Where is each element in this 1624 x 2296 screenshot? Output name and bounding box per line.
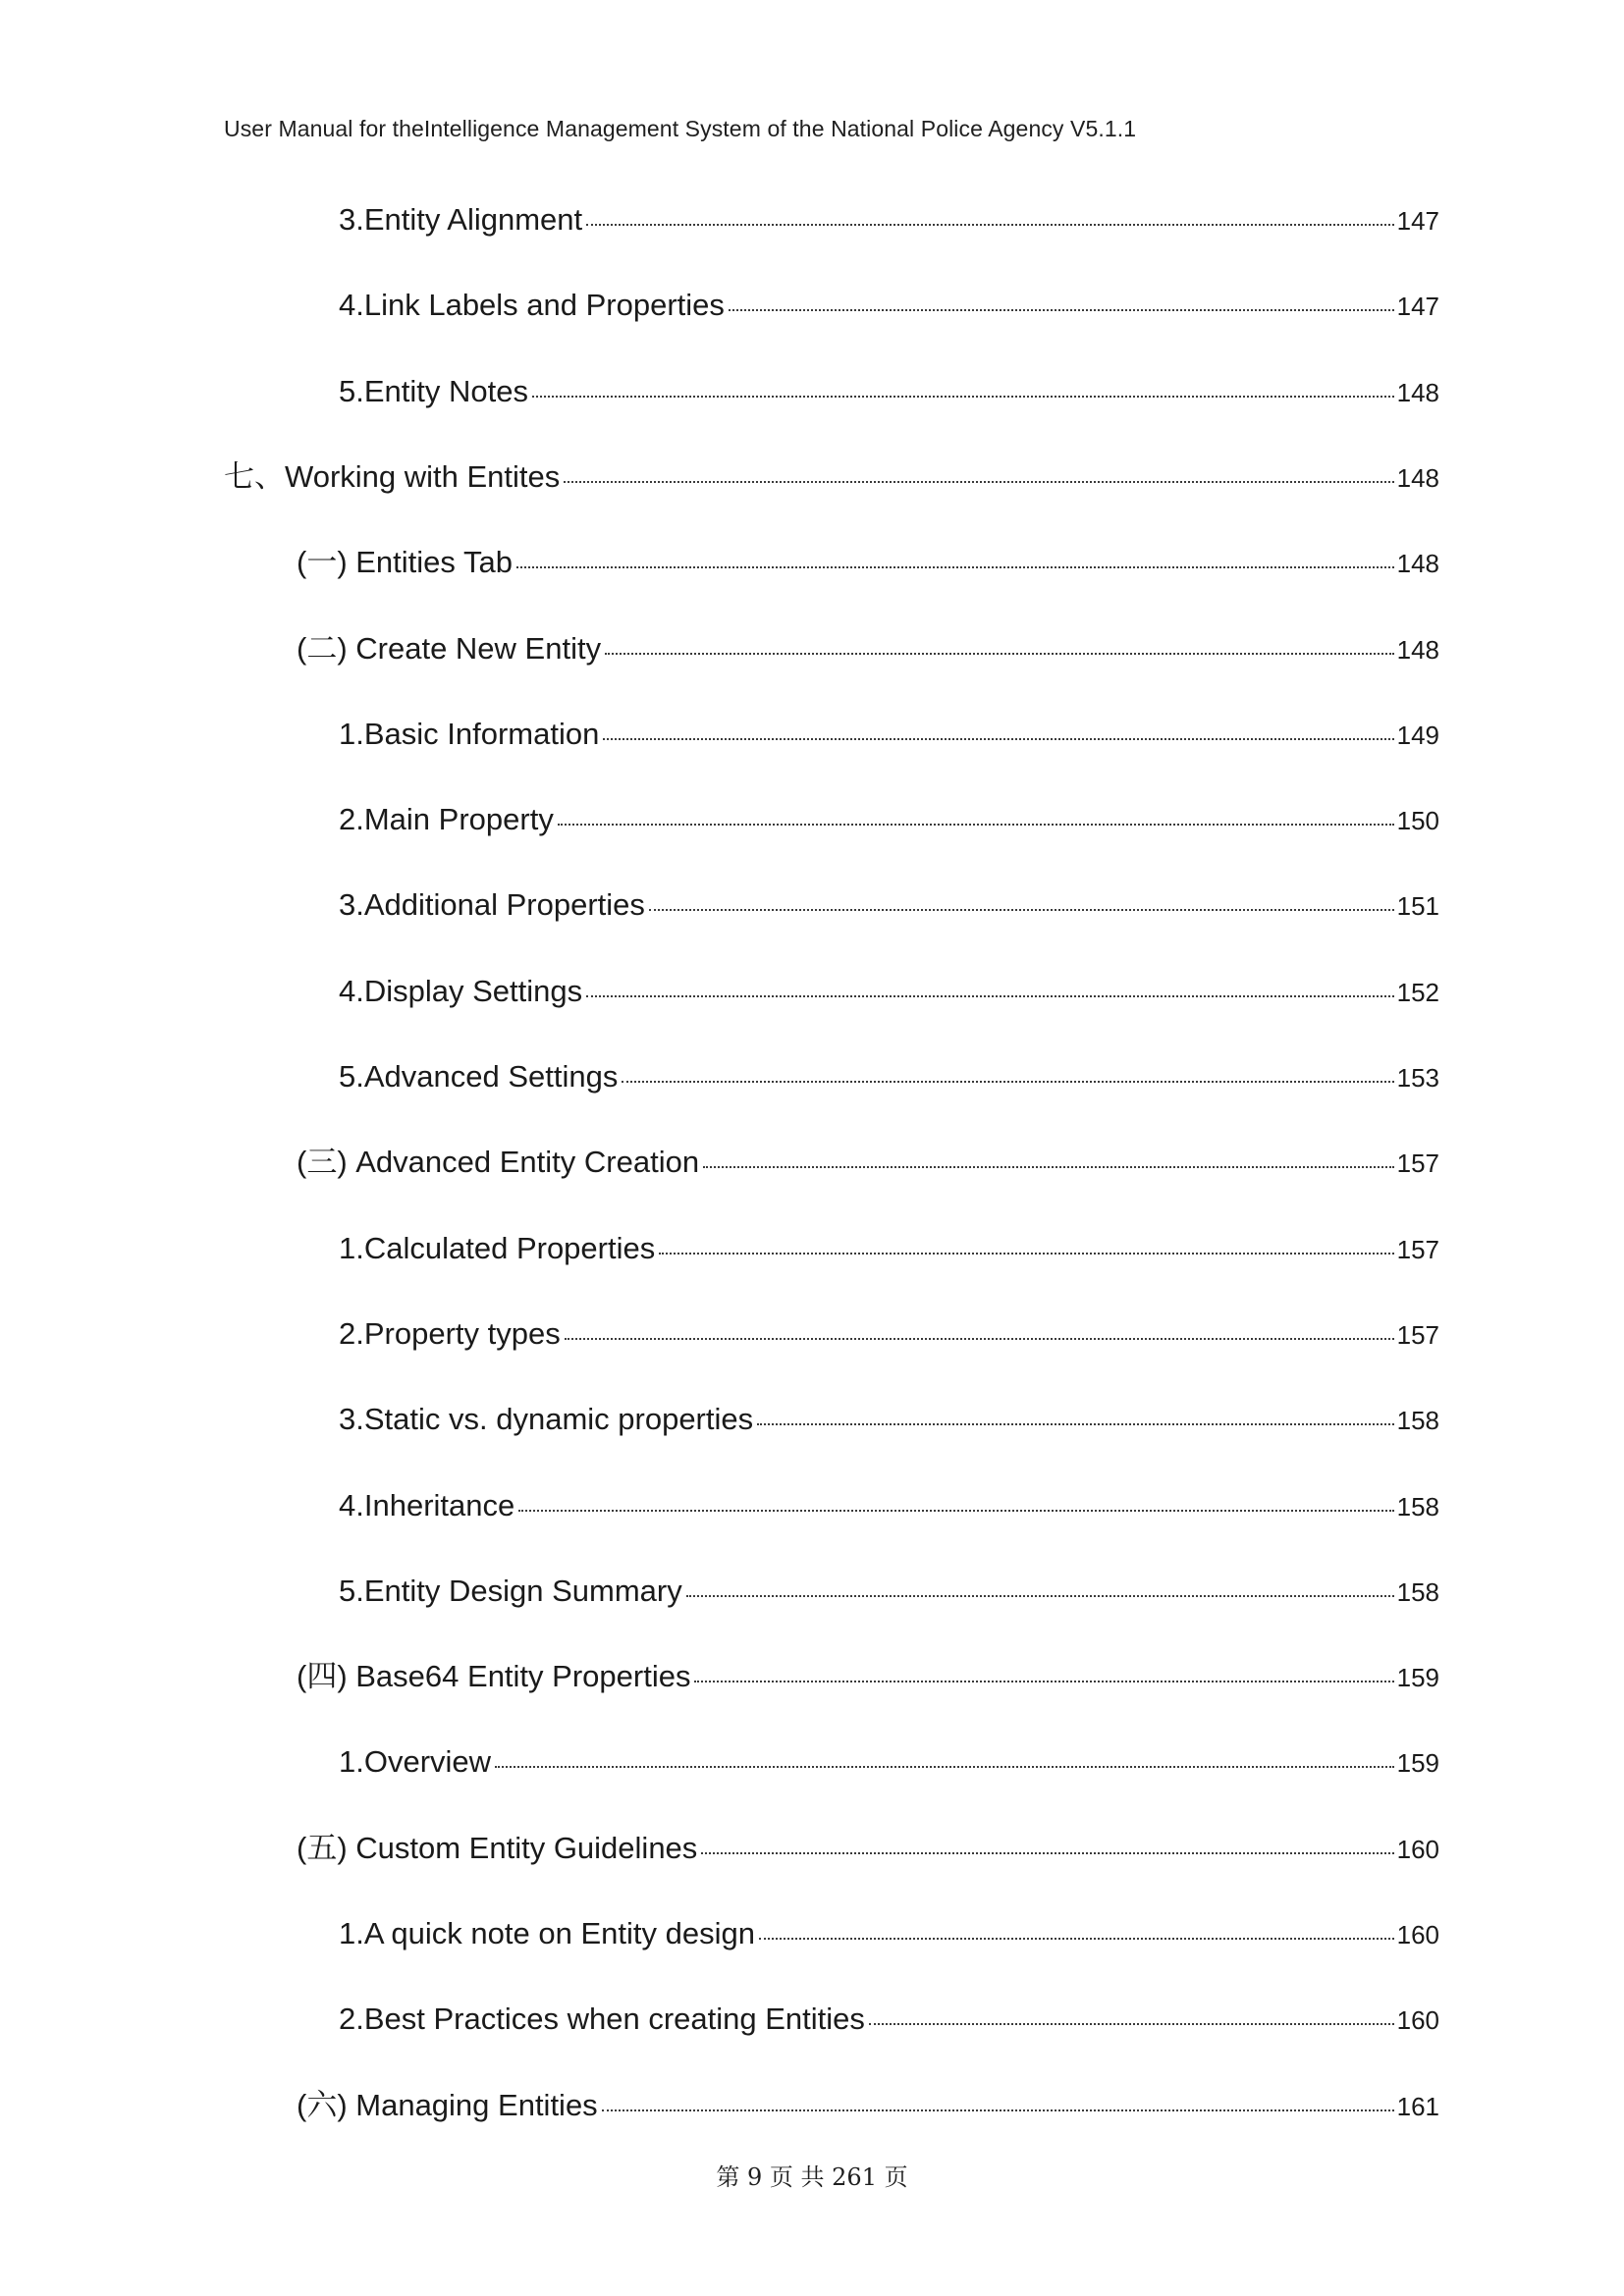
toc-entry-label: (三) Advanced Entity Creation (297, 1145, 700, 1179)
toc-dot-leader (558, 824, 1394, 826)
toc-entry-label: (二) Create New Entity (297, 631, 602, 666)
toc-entry-page: 159 (1396, 1663, 1439, 1692)
page-footer: 第 9 页 共 261 页 (716, 2163, 908, 2191)
toc-entry-page: 149 (1396, 721, 1439, 750)
toc-entry-page: 148 (1396, 549, 1439, 578)
toc-dot-leader (701, 1852, 1393, 1854)
toc-dot-leader (532, 396, 1394, 398)
toc-entry-page: 153 (1396, 1063, 1439, 1093)
toc-dot-leader (602, 2109, 1394, 2111)
toc-dot-leader (495, 1766, 1394, 1768)
toc-dot-leader (586, 224, 1393, 226)
toc-dot-leader (649, 909, 1394, 911)
toc-entry-label: 1.Overview (339, 1744, 492, 1779)
toc-entry[interactable] (339, 1398, 1439, 1441)
toc-entry[interactable] (339, 798, 1439, 841)
toc-entry-label: 2.Property types (339, 1316, 561, 1351)
toc-entry-label: 3.Entity Alignment (339, 202, 583, 237)
toc-entry-label: (五) Custom Entity Guidelines (297, 1831, 698, 1865)
toc-entry-label: 3.Additional Properties (339, 887, 645, 922)
toc-entry-label: 4.Inheritance (339, 1488, 515, 1522)
toc-entry-page: 148 (1396, 463, 1439, 493)
toc-dot-leader (564, 481, 1393, 483)
toc-dot-leader (518, 1510, 1393, 1512)
toc-entry-page: 160 (1396, 2005, 1439, 2035)
toc-dot-leader (703, 1166, 1394, 1168)
toc-entry-label: 5.Advanced Settings (339, 1059, 619, 1094)
toc-entry-label: 七、Working with Entites (224, 459, 561, 494)
toc-entry-label: (四) Base64 Entity Properties (297, 1659, 691, 1693)
toc-entry-page: 160 (1396, 1920, 1439, 1949)
toc-entry[interactable] (224, 455, 1439, 499)
toc-dot-leader (516, 566, 1394, 568)
toc-entry-page: 148 (1396, 378, 1439, 407)
toc-dot-leader (603, 738, 1393, 740)
toc-dot-leader (757, 1423, 1393, 1425)
toc-entry-page: 157 (1396, 1235, 1439, 1264)
toc-entry[interactable] (339, 713, 1439, 756)
toc-entry-label: 1.Basic Information (339, 717, 600, 751)
toc-entry-page: 157 (1396, 1320, 1439, 1350)
toc-entry-label: (一) Entities Tab (297, 545, 513, 579)
toc-entry-page: 161 (1396, 2092, 1439, 2121)
toc-entry-label: 2.Main Property (339, 802, 554, 836)
toc-entry-label: 2.Best Practices when creating Entities (339, 2002, 865, 2036)
toc-entry-page: 147 (1396, 206, 1439, 236)
page-header: User Manual for theIntelligence Management System of the National Police Agency V5.1.1 (224, 116, 1137, 141)
toc-entry-label: 1.A quick note on Entity design (339, 1916, 755, 1950)
toc-entry-label: 4.Display Settings (339, 974, 583, 1008)
toc-entry[interactable] (339, 883, 1439, 927)
toc-entry[interactable] (339, 1570, 1439, 1613)
toc-entry-label: 3.Static vs. dynamic properties (339, 1402, 754, 1436)
toc-entry[interactable] (339, 1055, 1439, 1098)
toc-entry[interactable] (339, 370, 1439, 413)
toc-entry[interactable] (339, 1740, 1439, 1784)
toc-entry-label: 5.Entity Notes (339, 374, 528, 408)
toc-entry-page: 158 (1396, 1406, 1439, 1435)
toc-entry[interactable] (339, 198, 1439, 241)
toc-dot-leader (605, 653, 1394, 655)
toc-dot-leader (759, 1938, 1394, 1940)
toc-entry[interactable] (339, 1912, 1439, 1955)
toc-entry-label: 1.Calculated Properties (339, 1231, 656, 1265)
toc-entry-page: 151 (1396, 891, 1439, 921)
toc-entry-label: 4.Link Labels and Properties (339, 288, 725, 322)
toc-entry[interactable] (339, 1484, 1439, 1527)
toc-dot-leader (586, 995, 1393, 997)
toc-dot-leader (622, 1081, 1393, 1083)
toc-entry[interactable] (339, 1227, 1439, 1270)
toc-entry-page: 159 (1396, 1748, 1439, 1778)
toc-entry-page: 150 (1396, 806, 1439, 835)
toc-entry[interactable] (297, 1655, 1439, 1698)
toc-entry-label: 5.Entity Design Summary (339, 1574, 682, 1608)
toc-entry[interactable] (297, 627, 1439, 670)
toc-dot-leader (686, 1595, 1394, 1597)
toc-entry[interactable] (339, 1312, 1439, 1356)
toc-dot-leader (869, 2023, 1394, 2025)
toc-entry-label: (六) Managing Entities (297, 2088, 598, 2122)
toc-dot-leader (694, 1681, 1393, 1682)
toc-entry-page: 158 (1396, 1492, 1439, 1522)
toc-entry-page: 152 (1396, 978, 1439, 1007)
toc-entry-page: 158 (1396, 1577, 1439, 1607)
toc-entry[interactable] (339, 1998, 1439, 2041)
toc-entry[interactable] (339, 284, 1439, 327)
toc-entry-page: 147 (1396, 292, 1439, 321)
toc-entry[interactable] (297, 1141, 1439, 1184)
toc-entry[interactable] (297, 1827, 1439, 1870)
toc-dot-leader (729, 309, 1394, 311)
toc-entry[interactable] (297, 2084, 1439, 2127)
toc-dot-leader (659, 1253, 1393, 1255)
toc-entry-page: 160 (1396, 1835, 1439, 1864)
toc-entry[interactable] (339, 970, 1439, 1013)
toc-dot-leader (565, 1338, 1394, 1340)
toc-entry-page: 157 (1396, 1148, 1439, 1178)
toc-entry[interactable] (297, 541, 1439, 584)
toc-entry-page: 148 (1396, 635, 1439, 665)
